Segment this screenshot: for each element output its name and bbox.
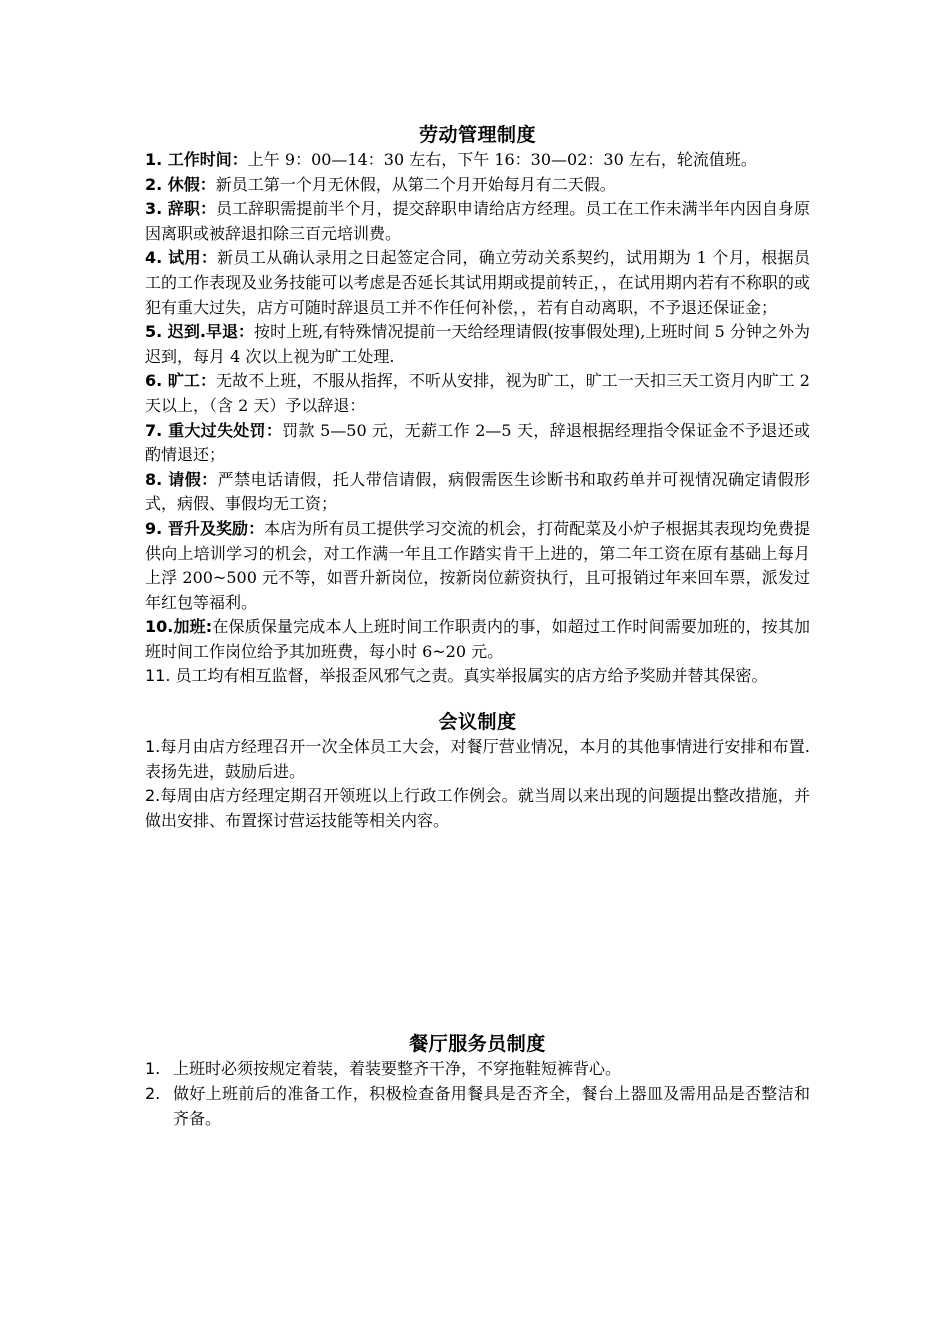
- labor-item-lead: 11.: [145, 666, 171, 686]
- labor-item-9: [145, 517, 810, 615]
- labor-item-lead: 8. 请假：: [145, 469, 218, 489]
- waiter-item-text: 做好上班前后的准备工作，积极检查备用餐具是否齐全，餐台上器皿及需用品是否整洁和齐备。: [173, 1084, 810, 1128]
- labor-item-lead: 2. 休假：: [145, 174, 216, 194]
- labor-item-text: 新员工从确认录用之日起签定合同，确立劳动关系契约，试用期为 1 个月，根据员工的工作表现及业务技能可以考虑是否延长其试用期或提前转正，，在试用期内若有不称职的或犯有重大过失，店方可随时辞退员工并不作任何补偿，，若有自动离职，不予退还保证金；: [145, 248, 810, 317]
- labor-item-text: 罚款 5—50 元，无薪工作 2—5 天，辞退根据经理指令保证金不予退还或酌情退还；: [145, 420, 810, 465]
- labor-section-title: 劳动管理制度: [418, 124, 536, 146]
- labor-item-text: 按时上班,有特殊情况提前一天给经理请假(按事假处理),上班时间 5 分钟之外为迟到，每月 4 次以上视为旷工处理.: [145, 322, 810, 366]
- meeting-item-text: 每月由店方经理召开一次全体员工大会，对餐厅营业情况，本月的其他事情进行安排和布置.表扬先进，鼓励后进。: [145, 737, 810, 781]
- meeting-section-title: 会议制度: [438, 711, 517, 734]
- waiter-item-number: 1.: [145, 1059, 161, 1079]
- labor-item-6: [145, 369, 810, 418]
- labor-item-lead: 5. 迟到.早退：: [145, 322, 255, 342]
- labor-item-lead: 4. 试用：: [145, 248, 218, 268]
- labor-item-11: [145, 664, 810, 689]
- labor-item-2: [145, 173, 810, 198]
- waiter-section-title: 餐厅服务员制度: [409, 1033, 546, 1056]
- labor-item-lead: 6. 旷工：: [145, 371, 217, 391]
- labor-item-4: [145, 246, 810, 320]
- labor-item-8: [145, 468, 810, 517]
- labor-item-lead: 7. 重大过失处罚：: [145, 420, 283, 440]
- labor-item-text: 新员工第一个月无休假，从第二个月开始每月有二天假。: [215, 174, 616, 194]
- meeting-item-2: [145, 784, 810, 833]
- waiter-item-number: 2.: [145, 1084, 161, 1104]
- labor-item-5: [145, 320, 810, 369]
- labor-item-10: [145, 615, 810, 664]
- labor-item-text: 员工辞职需提前半个月，提交辞职申请给店方经理。员工在工作未满半年内因自身原因离职或被辞退扣除三百元培训费。: [145, 199, 810, 243]
- labor-item-7: [145, 419, 810, 468]
- document-page: [145, 122, 810, 1131]
- section-spacer: [145, 833, 810, 1031]
- labor-item-text: 员工均有相互监督，举报歪风邪气之责。真实举报属实的店方给予奖励并替其保密。: [170, 666, 768, 686]
- labor-item-1: [145, 148, 810, 173]
- meeting-item-text: 每周由店方经理定期召开领班以上行政工作例会。就当周以来出现的问题提出整改措施，并做出安排、布置探讨营运技能等相关内容。: [145, 786, 810, 830]
- labor-item-text: 在保质保量完成本人上班时间工作职责内的事，如超过工作时间需要加班的，按其加班时间工作岗位给予其加班费，每小时 6~20 元。: [145, 617, 810, 661]
- waiter-item-text: 上班时必须按规定着装，着装要整齐干净，不穿拖鞋短裤背心。: [173, 1059, 622, 1079]
- labor-item-lead: 9. 晋升及奖励：: [145, 518, 265, 538]
- labor-item-lead: 10.加班:: [145, 617, 213, 637]
- labor-item-text: 严禁电话请假，托人带信请假，病假需医生诊断书和取药单并可视情况确定请假形式，病假、事假均无工资；: [145, 469, 810, 514]
- labor-item-text: 上午 9：00—14：30 左右，下午 16：30—02：30 左右，轮流值班。: [247, 150, 757, 169]
- meeting-item-lead: 2.: [145, 786, 161, 806]
- meeting-item-1: [145, 735, 810, 784]
- waiter-list-item-1: [145, 1057, 810, 1082]
- section-spacer: [145, 689, 810, 709]
- labor-item-text: 无故不上班，不服从指挥，不听从安排，视为旷工，旷工一天扣三天工资月内旷工 2 天以上，（含 2 天）予以辞退：: [145, 371, 810, 415]
- labor-item-lead: 1. 工作时间：: [145, 150, 248, 169]
- labor-item-lead: 3. 辞职：: [145, 199, 217, 219]
- waiter-list-item-2: [145, 1082, 810, 1131]
- labor-item-3: [145, 197, 810, 246]
- meeting-item-lead: 1.: [145, 737, 161, 757]
- labor-item-text: 本店为所有员工提供学习交流的机会，打荷配菜及小炉子根据其表现均免费提供向上培训学习的机会，对工作满一年且工作踏实肯干上进的，第二年工资在原有基础上每月上浮 200~500 元不等，如晋升新岗位，按新岗位薪资执行，且可报销过年来回车票，派发过年红包等福利。: [145, 518, 810, 612]
